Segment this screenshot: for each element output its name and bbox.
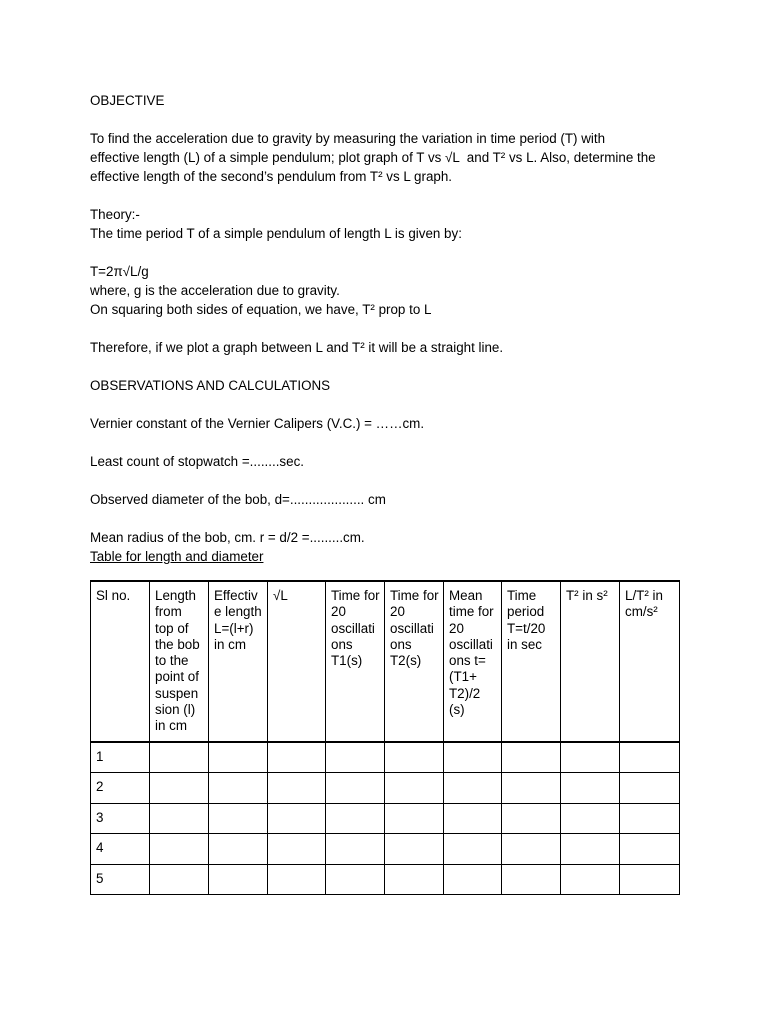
objective-text-line-1: To find the acceleration due to gravity by measuring the variation in time period (T) with	[90, 131, 606, 146]
table-row	[91, 864, 680, 895]
table-cell	[268, 803, 326, 834]
header-time-period: Time period T=t/20 in sec	[502, 581, 561, 742]
table-cell	[326, 803, 385, 834]
table-cell	[561, 834, 620, 865]
table-cell	[385, 803, 444, 834]
theory-intro: The time period T of a simple pendulum of length L is given by:	[90, 226, 462, 241]
table-cell	[620, 803, 680, 834]
table-cell	[620, 864, 680, 895]
table-row	[91, 773, 680, 804]
table-cell	[209, 803, 268, 834]
theory-where: where, g is the acceleration due to gravity.	[90, 283, 340, 298]
header-length: Length from top of the bob to the point of suspen sion (l) in cm	[150, 581, 209, 742]
table-row	[91, 803, 680, 834]
observations-heading: OBSERVATIONS AND CALCULATIONS	[90, 378, 331, 393]
objective-text-line-2: effective length (L) of a simple pendulum; plot graph of T vs √L and T² vs L. Also, determine the	[90, 150, 656, 165]
table-cell	[502, 742, 561, 773]
table-cell	[385, 864, 444, 895]
row-number: 1	[91, 742, 150, 773]
theory-squaring: On squaring both sides of equation, we have, T² prop to L	[90, 302, 432, 317]
bob-radius: Mean radius of the bob, cm. r = d/2 =.........cm.	[90, 530, 365, 545]
table-row	[91, 834, 680, 865]
table-cell	[620, 834, 680, 865]
table-cell	[209, 773, 268, 804]
table-cell	[150, 742, 209, 773]
header-effective-length: Effectiv e length L=(l+r) in cm	[209, 581, 268, 742]
table-cell	[502, 864, 561, 895]
table-caption: Table for length and diameter	[90, 549, 264, 564]
table-cell	[326, 834, 385, 865]
table-cell	[209, 864, 268, 895]
table-cell	[385, 834, 444, 865]
table-cell	[561, 773, 620, 804]
table-cell	[268, 864, 326, 895]
row-number: 3	[91, 803, 150, 834]
document-body	[90, 91, 690, 566]
objective-text-line-3: effective length of the second’s pendulum from T² vs L graph.	[90, 169, 453, 184]
table-cell	[444, 773, 502, 804]
table-cell	[561, 803, 620, 834]
stopwatch-least-count: Least count of stopwatch =........sec.	[90, 454, 304, 469]
table-cell	[620, 773, 680, 804]
header-time-t1: Time for 20 oscillati ons T1(s)	[326, 581, 385, 742]
table-cell	[502, 834, 561, 865]
table-header-row	[91, 581, 680, 742]
vernier-constant: Vernier constant of the Vernier Calipers (V.C.) = ……cm.	[90, 416, 425, 431]
table-cell	[268, 773, 326, 804]
table-cell	[326, 864, 385, 895]
header-mean-time: Mean time for 20 oscillati ons t=(T1+ T2)/2 (s)	[444, 581, 502, 742]
table-cell	[385, 742, 444, 773]
theory-conclusion: Therefore, if we plot a graph between L and T² it will be a straight line.	[90, 340, 504, 355]
table-cell	[150, 803, 209, 834]
table-cell	[209, 742, 268, 773]
table-cell	[150, 834, 209, 865]
table-cell	[561, 864, 620, 895]
objective-heading: OBJECTIVE	[90, 93, 165, 108]
table-cell	[502, 803, 561, 834]
table-cell	[326, 742, 385, 773]
table-cell	[620, 742, 680, 773]
table-cell	[326, 773, 385, 804]
table-cell	[268, 742, 326, 773]
row-number: 4	[91, 834, 150, 865]
header-sqrt-l: √L	[268, 581, 326, 742]
table-cell	[444, 834, 502, 865]
table-cell	[268, 834, 326, 865]
table-cell	[502, 773, 561, 804]
row-number: 2	[91, 773, 150, 804]
header-sl-no: Sl no.	[91, 581, 150, 742]
observation-table	[90, 580, 680, 895]
table-cell	[561, 742, 620, 773]
header-time-t2: Time for 20 oscillati ons T2(s)	[385, 581, 444, 742]
table-cell	[444, 803, 502, 834]
theory-heading: Theory:-	[90, 207, 140, 222]
table-cell	[209, 834, 268, 865]
bob-diameter: Observed diameter of the bob, d=.................... cm	[90, 492, 386, 507]
table-cell	[444, 742, 502, 773]
row-number: 5	[91, 864, 150, 895]
table-cell	[150, 773, 209, 804]
header-l-over-t-squared: L/T² in cm/s²	[620, 581, 680, 742]
theory-formula: T=2π√L/g	[90, 264, 149, 279]
table-cell	[444, 864, 502, 895]
table-cell	[385, 773, 444, 804]
header-t-squared: T² in s²	[561, 581, 620, 742]
table-row	[91, 742, 680, 773]
table-cell	[150, 864, 209, 895]
